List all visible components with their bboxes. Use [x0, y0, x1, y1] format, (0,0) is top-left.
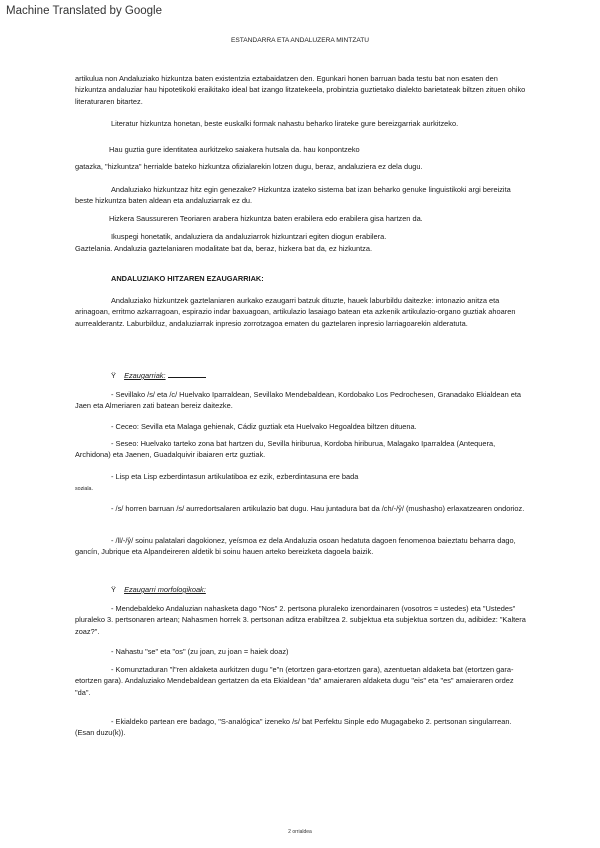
paragraph-16: - Komunztaduran "l"ren aldaketa aurkitzen dugu "e"n (etortzen gara-etortzen gara), azentuetan aldaketa bat (etortzen gara-etortzen gara). Andaluziako Mendebaldean gertatzen da eta Ekialdean "da" amaieraren aldaketa dugu "eis" eta "es" amaieraren ordez "da".	[75, 665, 514, 697]
paragraph-6a: Ikuspegi honetatik, andaluziera da andaluziarrok hizkuntzari egiten diogun erabilera.	[111, 232, 387, 241]
paragraph-12: - /s/ horren barruan /s/ aurredortsalaren artikulazio bat dugu. Hau juntadura bat da /ch/-/ŷ/ (mushasho) erlaxatzearen ondorioz.	[111, 504, 525, 513]
paragraph-11-small: soziala.	[75, 486, 93, 492]
paragraph-7: Andaluziako hizkuntzek gaztelaniaren aurkako ezaugarri batzuk dituzte, hauek laburbildu daitezke: intonazio anitza eta arinagoan, erritmo azkarragoan, espirazio indar baxuagoan, artikulazio lasaiago batean eta azkenik artikulazio-organo guztiak ahoaren aurrealderantz. Laburbilduz, andaluziarrak inpresio zorrotzagoa ematen du gaztelaren inpresio larriagoarekin alderatuta.	[75, 296, 516, 328]
paragraph-2: Literatur hizkuntza honetan, beste euskalki formak nahastu beharko lirateke gure bereizgarriak aurkitzeko.	[111, 119, 459, 128]
paragraph-1: artikulua non Andaluziako hizkuntza baten existentzia eztabaidatzen den. Egunkari honen barruan bada testu bat non esaten den hizkuntza andaluziar hau hipotetikoki eraikitako ideal bat izango litzatekeela, probintzia guztietako dialekto barietateak biltzen zituen ohiko literaturaren bitartez.	[75, 74, 526, 106]
paragraph-17: - Ekialdeko partean ere badago, "S-analógica" izeneko /s/ bat Perfektu Sinple edo Mugagabeko 2. pertsonan singularrean. (Esan duzu(k)).	[75, 717, 512, 738]
paragraph-5: Hizkera Saussureren Teoriaren arabera hizkuntza baten erabilera edo erabilera gisa hartzen da.	[109, 214, 423, 223]
bullet-symbol: Ÿ	[111, 371, 116, 380]
paragraph-15: - Nahastu "se" eta "os" (zu joan, zu joan = haiek doaz)	[111, 647, 289, 656]
morph-label: Ezaugarri morfologikoak:	[124, 585, 206, 594]
morph-subheading	[111, 584, 206, 595]
paragraph-11: - Lisp eta Lisp ezberdintasun artikulatiboa ez ezik, ezberdintasuna ere bada	[111, 472, 359, 481]
paragraph-3b: gatazka, "hizkuntza" herrialde bateko hizkuntza ofizialarekin lotzen dugu, beraz, andaluziera ez dela dugu.	[75, 162, 423, 171]
machine-translated-banner: Machine Translated by Google	[6, 5, 162, 17]
page-number: 2 orrialdea	[288, 829, 312, 835]
paragraph-8: - Sevillako /s/ eta /c/ Huelvako Iparraldean, Sevillako Mendebaldean, Kordobako Los Pedrochesen, Granadako Ekialdean eta Jaen eta Almeriaren zati batean bereiz daitezke.	[75, 390, 522, 411]
paragraph-13: - /ll/-/ŷ/ soinu palatalari dagokionez, yeísmoa ez dela Andaluzia osoan hedatuta dagoen fenomenoa baieztatu beharra dago, gancín, Jubrique eta Alpandeireren aldetik bi soinu hauen arteko bereizketa dagoela baizik.	[75, 536, 516, 557]
paragraph-14: - Mendebaldeko Andaluzian nahasketa dago "Nos" 2. pertsona pluraleko izenordainaren (vosotros = ustedes) eta "Ustedes" pluraleko 3. pertsonaren artean; Nahasmen horrek 3. pertsonan aditza erabiltzea 2. subjektua eta subjektua sortzen du, adibidez: "Kaltera zoaz?".	[75, 604, 526, 636]
paragraph-6b: Gaztelania. Andaluzia gaztelaniaren modalitate bat da, beraz, hizkera bat da, ez hizkuntza.	[75, 244, 373, 253]
bullet-symbol: Ÿ	[111, 585, 116, 594]
page-header: ESTANDARRA ETA ANDALUZERA MINTZATU	[230, 37, 370, 44]
paragraph-4: Andaluziako hizkuntzaz hitz egin genezake? Hizkuntza izateko sistema bat izan beharko genuke linguistikoki argi bereizita beste hizkuntza baten aldean eta andaluziarrak ez du.	[75, 185, 511, 206]
paragraph-3a: Hau guztia gure identitatea aurkitzeko saiakera hutsala da. hau konpontzeko	[109, 145, 360, 154]
underline-rule	[168, 370, 206, 378]
section-heading: ANDALUZIAKO HITZAREN EZAUGARRIAK:	[111, 274, 264, 283]
features-label: Ezaugarriak:	[124, 371, 166, 380]
paragraph-10: - Seseo: Huelvako tarteko zona bat hartzen du, Sevilla hiriburua, Kordoba hiriburua, Malagako Iparraldea (Antequera, Archidona) eta Jaenen, Guadalquivir ibaiaren ertz guztiak.	[75, 439, 496, 460]
paragraph-9: - Ceceo: Sevilla eta Malaga gehienak, Cádiz guztiak eta Huelvako Hegoaldea biltzen dituena.	[111, 422, 417, 431]
features-subheading	[111, 370, 206, 381]
